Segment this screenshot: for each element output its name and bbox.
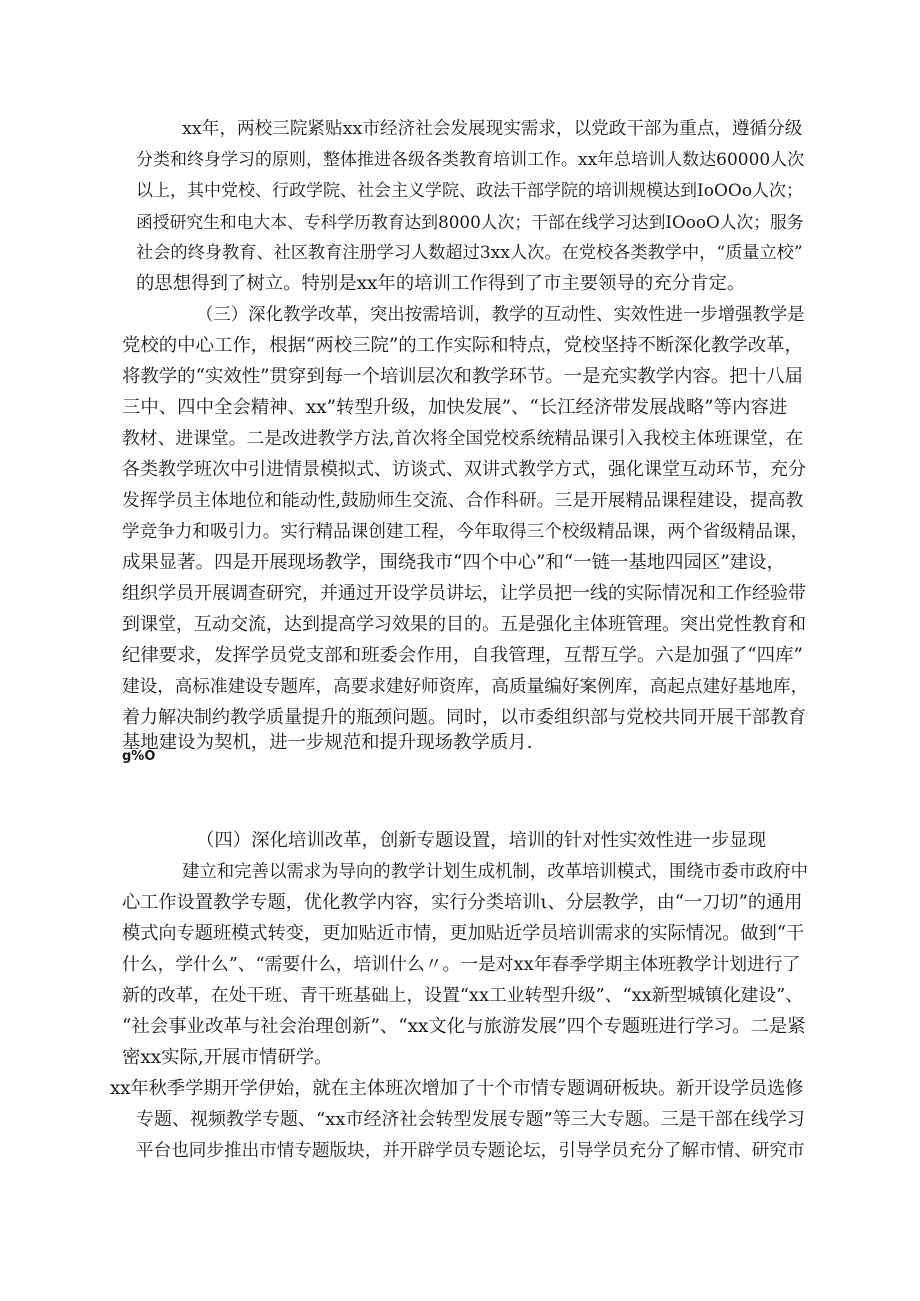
text-line: 密xx实际,开展市情研学。 [122, 1047, 333, 1068]
text-line: 心工作设置教学专题，优化教学内容，实行分类培训ι、分层教学，由“一刀切”的通用 [122, 892, 803, 913]
text-line: xx年，两校三院紧贴xx市经济社会发展现实需求，以党政干部为重点，遵循分级 [182, 119, 803, 139]
text-line: 基地建设为契机，进一步规范和提升现场教学质月. [122, 732, 533, 753]
text-line: “社会事业改革与社会治理创新”、“xx文化与旅游发展”四个专题班进行学习。二是紧 [122, 1016, 806, 1037]
text-line: 党校的中心工作，根据“两校三院”的工作实际和特点，党校坚持不断深化教学改革， [122, 335, 803, 356]
text-line: 分类和终身学习的原则，整体推进各级各类教育培训工作。xx年总培训人数达60000人次 [136, 150, 805, 170]
text-line: 建立和完善以需求为导向的教学计划生成机制，改革培训模式，围绕市委市政府中 [182, 862, 809, 882]
text-line: 成果显著。四是开展现场教学，围绕我市“四个中心”和“一链一基地四园区”建设， [122, 552, 785, 573]
text-line: 三中、四中全会精神、xx”转型升级，加快发展”、“长江经济带发展战略”等内容进 [122, 397, 788, 418]
text-line: （三）深化教学改革，突出按需培训，教学的互动性、实效性进一步增强教学是 [196, 305, 805, 325]
text-line: xx年秋季学期开学伊始，就在主体班次增加了十个市情专题调研板块。新开设学员选修 [110, 1078, 804, 1099]
text-line: 社会的终身教育、社区教育注册学习人数超过3xx人次。在党校各类教学中，“质量立校” [136, 243, 803, 263]
text-line: 各类教学班次中引进情景模拟式、访谈式、双讲式教学方式，强化课堂互动环节，充分 [122, 459, 806, 480]
text-line: 模式向专题班模式转变，更加贴近市情，更加贴近学员培训需求的实际情况。做到“干 [122, 923, 805, 944]
text-line: 将教学的“实效性”贯穿到每一个培训层次和教学环节。一是充实教学内容。把十八届 [122, 366, 803, 387]
text-line: 的思想得到了树立。特别是xx年的培训工作得到了市主要领导的充分肯定。 [136, 273, 746, 294]
text-line: 学竞争力和吸引力。实行精品课创建工程，今年取得三个校级精品课，两个省级精品课， [122, 522, 809, 542]
text-line: 着力解决制约教学质量提升的瓶颈问题。同时，以市委组织部与党校共同开展干部教育 [122, 707, 806, 728]
text-line: 组织学员开展调查研究，并通过开设学员讲坛，让学员把一线的实际情况和工作经验带 [122, 583, 806, 604]
text-line: 纪律要求，发挥学员党支部和班委会作用，自我管理，互帮互学。六是加强了“四库” [122, 645, 803, 666]
text-line: 专题、视频教学专题、“xx市经济社会转型发展专题”等三大专题。三是干部在线学习 [136, 1109, 805, 1130]
text-line: 平台也同步推出市情专题版块，并开辟学员专题论坛，引导学员充分了解市情、研究市 [136, 1141, 805, 1161]
stray-mark: g%O [122, 749, 156, 764]
text-line: 新的改革，在处干班、青干班基础上，设置“xx工业转型升级”、“xx新型城镇化建设”、 [122, 985, 804, 1006]
text-line: 函授研究生和电大本、专科学历教育达到8000人次；干部在线学习达到IOooO人次；服务 [136, 212, 804, 232]
text-line: 教材、进课堂。二是改进教学方法,首次将全国党校系统精品课引入我校主体班课堂，在 [122, 428, 804, 449]
text-line: 以上，其中党校、行政学院、社会主义学院、政法干部学院的培训规模达到IoOOo人次； [136, 181, 804, 201]
text-line: 什么，学什么”、“需要什么，培训什么〃。一是对xx年春季学期主体班教学计划进行了 [122, 954, 801, 975]
text-line: 建设，高标准建设专题库，高要求建好师资库，高质量编好案例库，高起点建好基地库， [122, 677, 809, 697]
section-heading: （四）深化培训改革，创新专题设置，培训的针对性实效性进一步显现 [196, 830, 767, 851]
text-line: 发挥学员主体地位和能动性,鼓励师生交流、合作科研。三是开展精品课程建设，提高教 [122, 490, 804, 511]
text-line: 到课堂，互动交流，达到提高学习效果的目的。五是强化主体班管理。突出党性教育和 [122, 614, 806, 635]
